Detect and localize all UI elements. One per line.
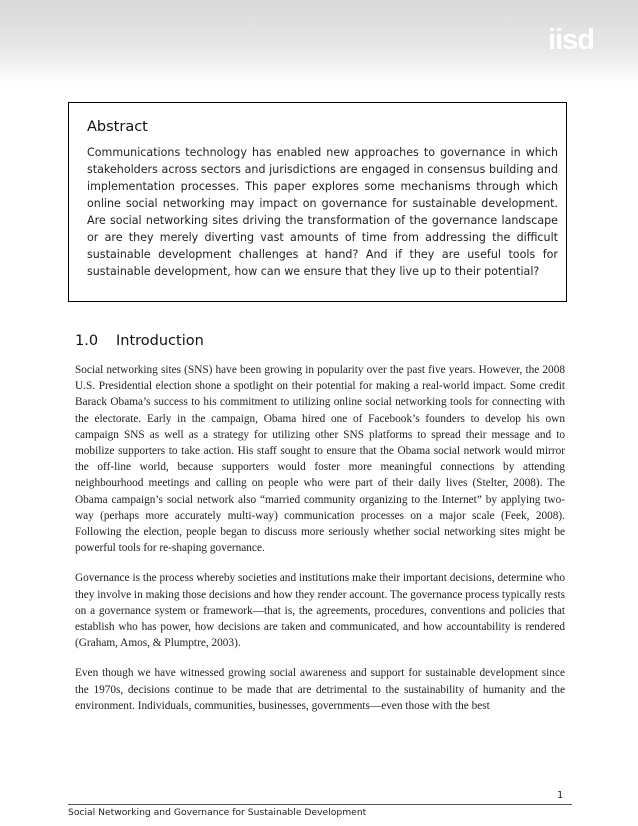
- section-title: Introduction: [116, 333, 204, 349]
- body-text: [75, 362, 565, 728]
- paragraph: Even though we have witnessed growing social awareness and support for sustainable development since the 1970s, decisions continue to be made that are detrimental to the sustainability of humanity and the environment. Individuals, communities, businesses, governments—even those with the best: [75, 667, 565, 712]
- abstract-text: Communications technology has enabled new approaches to governance in which stakeholders across sectors and jurisdictions are engaged in consensus building and implementation processes. This paper explores some mechanisms through which online social networking may impact on governance for sustainable development. Are social networking sites driving the transformation of the governance landscape or are they merely diverting vast amounts of time from addressing the difficult sustainable development challenges at hand? And if they are useful tools for sustainable development, how can we ensure that they live up to their potential?: [87, 146, 558, 278]
- header-band: [0, 0, 638, 84]
- abstract-title: Abstract: [87, 119, 148, 135]
- page-number: 1: [557, 790, 564, 801]
- section-number: 1.0: [75, 333, 99, 349]
- abstract-box: [68, 102, 567, 302]
- section-heading: [75, 333, 204, 349]
- footer-title: Social Networking and Governance for Sustainable Development: [68, 807, 367, 818]
- footer-divider: [68, 804, 572, 805]
- paragraph: Governance is the process whereby societies and institutions make their important decisions, determine who they involve in making those decisions and how they render account. The governance process typically rests on a governance system or framework—that is, the agreements, procedures, conventions and policies that establish who has power, how decisions are taken and communicated, and how accountability is rendered (Graham, Amos, & Plumptre, 2003).: [75, 572, 565, 650]
- iisd-logo: iisd: [548, 24, 594, 56]
- paragraph: Social networking sites (SNS) have been growing in popularity over the past five years. However, the 2008 U.S. Presidential election shone a spotlight on their potential for making a real-world impact. Some credit Barack Obama’s success to his commitment to utilizing online social networking tools for connecting with the electorate. Early in the campaign, Obama hired one of Facebook’s founders to develop his own campaign SNS as well as a strategy for utilizing other SNS platforms to spread their message and to mobilize supporters to take action. His staff sought to ensure that the Obama social network would mirror the off-line world, because supporters would foster more meaningful connections by attending neighbourhood meetings and calling on people who were part of their daily lives (Stelter, 2008). The Obama campaign’s social network also “married community organizing to the Internet” by applying two-way (perhaps more accurately multi-way) communication processes on a major scale (Feek, 2008). Following the election, people began to discuss more seriously whether social networking sites might be powerful tools for re-shaping governance.: [75, 364, 565, 555]
